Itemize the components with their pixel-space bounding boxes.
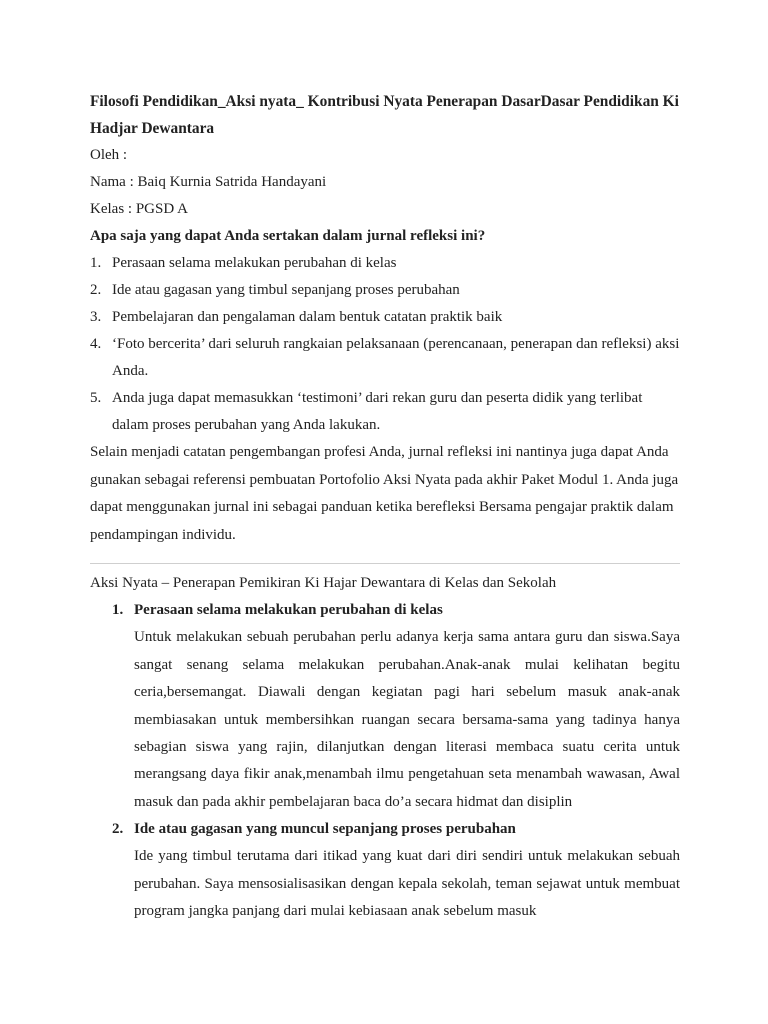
list-item-text: Anda juga dapat memasukkan ‘testimoni’ dari rekan guru dan peserta didik yang terlibat dalam proses perubahan yang Anda lakukan. <box>112 390 643 433</box>
section-body-2: Ide yang timbul terutama dari itikad yang kuat dari diri sendiri untuk melakukan sebuah perubahan. Saya mensosialisasikan dengan kepala sekolah, teman sejawat untuk membuat program jangka panjang dari mulai kebiasaan anak sebelum masuk <box>134 848 680 920</box>
list-item <box>90 331 680 385</box>
section-heading-text: Ide atau gagasan yang muncul sepanjang proses perubahan <box>134 821 516 838</box>
list-item <box>90 277 680 304</box>
list-item <box>90 385 680 439</box>
list-item-number: 4. <box>90 336 102 352</box>
intro-list <box>90 250 680 439</box>
section-heading-1 <box>90 597 680 624</box>
section-title: Aksi Nyata – Penerapan Pemikiran Ki Hajar Dewantara di Kelas dan Sekolah <box>90 575 557 592</box>
section-number: 2. <box>112 821 124 838</box>
list-item-number: 3. <box>90 309 102 325</box>
author-name: Nama : Baiq Kurnia Satrida Handayani <box>90 174 327 190</box>
list-item-text: ‘Foto bercerita’ dari seluruh rangkaian pelaksanaan (perencanaan, penerapan dan refleksi) aksi Anda. <box>112 336 680 379</box>
document-page <box>90 88 680 925</box>
author-class: Kelas : PGSD A <box>90 201 188 217</box>
list-item-number: 1. <box>90 255 102 271</box>
list-item-text: Ide atau gagasan yang timbul sepanjang proses perubahan <box>112 282 460 298</box>
intro-paragraph: Selain menjadi catatan pengembangan profesi Anda, jurnal refleksi ini nantinya juga dapat Anda gunakan sebagai referensi pembuatan Portofolio Aksi Nyata pada akhir Paket Modul 1. Anda juga dapat menggunakan jurnal ini sebagai panduan ketika berefleksi Bersama pengajar praktik dalam pendampingan individu. <box>90 444 679 543</box>
section-number: 1. <box>112 602 124 619</box>
list-item <box>90 304 680 331</box>
section-heading-text: Perasaan selama melakukan perubahan di kelas <box>134 602 443 619</box>
document-title-line-2: Hadjar Dewantara <box>90 120 215 137</box>
list-item-number: 2. <box>90 282 102 298</box>
list-item-text: Pembelajaran dan pengalaman dalam bentuk catatan praktik baik <box>112 309 503 325</box>
list-item-text: Perasaan selama melakukan perubahan di kelas <box>112 255 397 271</box>
list-item <box>90 250 680 277</box>
document-title-line-1: Filosofi Pendidikan_Aksi nyata_ Kontribusi Nyata Penerapan DasarDasar Pendidikan Ki <box>90 93 679 110</box>
author-oleh: Oleh : <box>90 147 128 163</box>
list-item-number: 5. <box>90 390 102 406</box>
section-body-1: Untuk melakukan sebuah perubahan perlu adanya kerja sama antara guru dan siswa.Saya sangat senang selama melakukan perubahan.Anak-anak mulai kelihatan begitu ceria,bersemangat. Diawali dengan kegiatan pagi hari sebelum masuk anak-anak membiasakan untuk membersihkan ruangan secara bersama-sama yang tadinya hanya sebagian siswa yang rajin, dilanjutkan dengan literasi membaca suatu cerita untuk merangsang daya fikir anak,menambah ilmu pengetahuan seta menambah wawasan, Awal masuk dan pada akhir pembelajaran baca do’a secara hidmat dan disiplin <box>134 629 680 810</box>
question-heading: Apa saja yang dapat Anda sertakan dalam jurnal refleksi ini? <box>90 228 486 244</box>
section-divider <box>90 563 680 564</box>
section-heading-2 <box>90 816 680 843</box>
